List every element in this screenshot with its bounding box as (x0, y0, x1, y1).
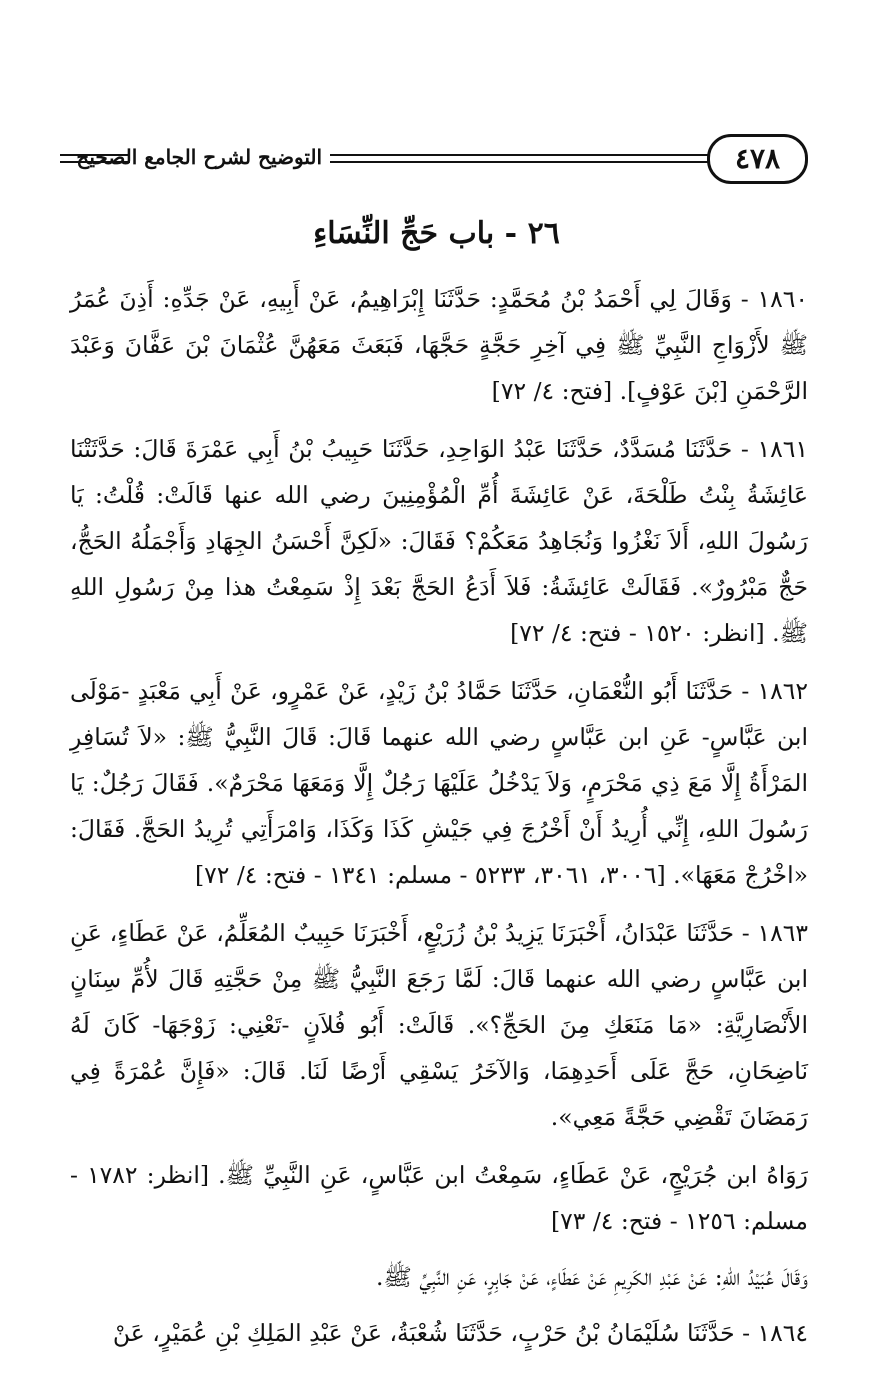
page-number: ٤٧٨ (707, 134, 808, 184)
chapter-heading: ٢٦ - باب حَجِّ النِّسَاءِ (313, 216, 560, 251)
narration-ibn-jurayj: رَوَاهُ ابن جُرَيْجٍ، عَنْ عَطَاءٍ، سَمِعْتُ ابن عَبَّاسٍ، عَنِ النَّبِيِّ ﷺ. [انظر: ١٧٨٢ - مسلم: ١٢٥٦ - فتح: ٤/ ٧٣] (70, 1161, 808, 1235)
hadith-1864: ١٨٦٤ - حَدَّثَنَا سُلَيْمَانُ بْنُ حَرْبٍ، حَدَّثَنَا شُعْبَةُ، عَنْ عَبْدِ المَلِكِ بْنِ عُمَيْرٍ، عَنْ (112, 1319, 808, 1347)
hadith-1860: ١٨٦٠ - وَقَالَ لِي أَحْمَدُ بْنُ مُحَمَّدٍ: حَدَّثَنَا إِبْرَاهِيمُ، عَنْ أَبِيهِ، عَنْ جَدِّهِ: أَذِنَ عُمَرُ ﷺ لأَزْوَاجِ النَّبِيِّ ﷺ فِي آخِرِ حَجَّةٍ حَجَّهَا، فَبَعَثَ مَعَهُنَّ عُثْمَانَ بْنَ عَفَّانَ وَعَبْدَ الرَّحْمَنِ [بْنَ عَوْفٍ]. [فتح: ٤/ ٧٢] (70, 285, 808, 405)
running-header (50, 130, 800, 186)
hadith-1862: ١٨٦٢ - حَدَّثَنَا أَبُو النُّعْمَانِ، حَدَّثَنَا حَمَّادُ بْنُ زَيْدٍ، عَنْ عَمْرٍو، عَنْ أَبِي مَعْبَدٍ -مَوْلَى ابن عَبَّاسٍ- عَنِ ابن عَبَّاسٍ رضي الله عنهما قَالَ: قَالَ النَّبِيُّ ﷺ: «لاَ تُسَافِرِ المَرْأَةُ إِلَّا مَعَ ذِي مَحْرَمٍ، وَلاَ يَدْخُلُ عَلَيْهَا رَجُلٌ إِلَّا وَمَعَهَا مَحْرَمٌ». فَقَالَ رَجُلٌ: يَا رَسُولَ اللهِ، إِنِّي أُرِيدُ أَنْ أَخْرُجَ فِي جَيْشِ كَذَا وَكَذَا، وَامْرَأَتِي تُرِيدُ الحَجَّ. فَقَالَ: «اخْرُجْ مَعَهَا». [٣٠٠٦، ٣٠٦١، ٥٢٣٣ - مسلم: ١٣٤١ - فتح: ٤/ ٧٢] (70, 677, 808, 889)
hadith-1863: ١٨٦٣ - حَدَّثَنَا عَبْدَانُ، أَخْبَرَنَا يَزِيدُ بْنُ زُرَيْعٍ، أَخْبَرَنَا حَبِيبٌ المُعَلِّمُ، عَنْ عَطَاءٍ، عَنِ ابن عَبَّاسٍ رضي الله عنهما قَالَ: لَمَّا رَجَعَ النَّبِيُّ ﷺ مِنْ حَجَّتِهِ قَالَ لأُمِّ سِنَانٍ الأَنْصَارِيَّةِ: «مَا مَنَعَكِ مِنَ الحَجِّ؟». قَالَتْ: أَبُو فُلاَنٍ -تَعْنِي: زَوْجَهَا- كَانَ لَهُ نَاضِحَانِ، حَجَّ عَلَى أَحَدِهِمَا، وَالآخَرُ يَسْقِي أَرْضًا لَنَا. قَالَ: «فَإِنَّ عُمْرَةً فِي رَمَضَانَ تَقْضِي حَجَّةً مَعِي». (70, 919, 808, 1131)
book-title: التوضيح لشرح الجامع الصحيح (76, 145, 322, 169)
hadith-1861: ١٨٦١ - حَدَّثَنَا مُسَدَّدٌ، حَدَّثَنَا عَبْدُ الوَاحِدِ، حَدَّثَنَا حَبِيبُ بْنُ أَبِي عَمْرَةَ قَالَ: حَدَّثَتْنَا عَائِشَةُ بِنْتُ طَلْحَةَ، عَنْ عَائِشَةَ أُمِّ الْمُؤْمِنِينَ رضي الله عنها قَالَتْ: قُلْتُ: يَا رَسُولَ اللهِ، أَلاَ نَغْزُوا وَنُجَاهِدُ مَعَكُمْ؟ فَقَالَ: «لَكِنَّ أَحْسَنُ الجِهَادِ وَأَجْمَلُهُ الحَجُّ، حَجٌّ مَبْرُورٌ». فَقَالَتْ عَائِشَةُ: فَلاَ أَدَعُ الحَجَّ بَعْدَ إِذْ سَمِعْتُ هذا مِنْ رَسُولِ اللهِ ﷺ. [انظر: ١٥٢٠ - فتح: ٤/ ٧٢] (70, 435, 808, 647)
main-text (70, 276, 808, 1368)
header-rule-middle (330, 154, 720, 163)
narration-ubaydullah: وَقَالَ عُبَيْدُ اللهِ: عَنْ عَبْدِ الكَرِيمِ عَنْ عَطَاءٍ، عَنْ جَابِرٍ، عَنِ النَّبِيِّ ﷺ. (376, 1263, 808, 1291)
